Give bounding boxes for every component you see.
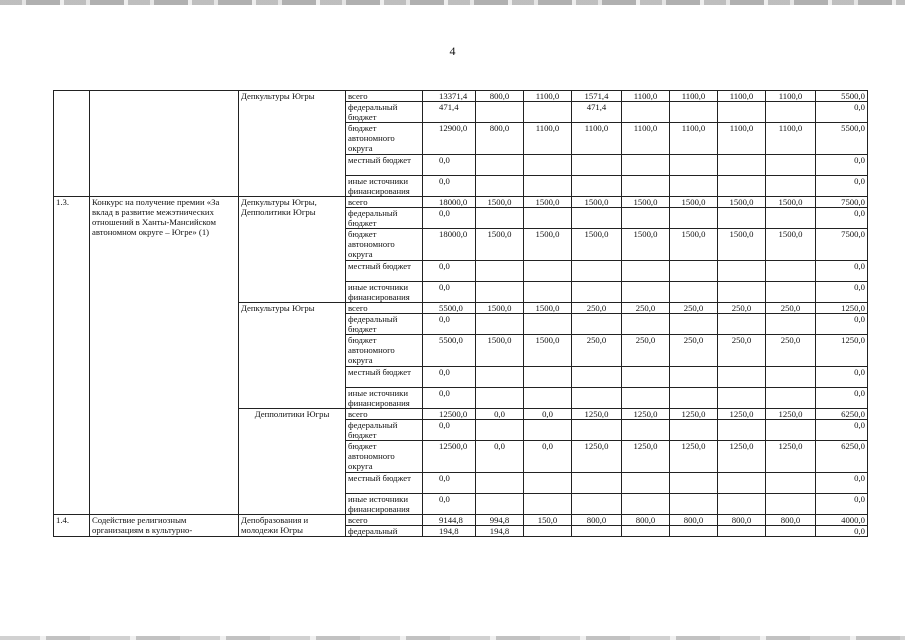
value-cell: 12500,0 [423,409,476,420]
value-cell [718,314,766,335]
value-cell [718,208,766,229]
value-cell: 250,0 [572,335,622,367]
value-cell [622,261,670,282]
value-cell: 5500,0 [423,303,476,314]
funding-source: всего [346,515,423,526]
value-cell [622,155,670,176]
value-cell: 0,0 [816,367,868,388]
value-cell [718,526,766,537]
value-cell [718,494,766,515]
value-cell: 0,0 [423,494,476,515]
value-cell: 1100,0 [718,123,766,155]
value-cell [670,420,718,441]
value-cell [572,282,622,303]
value-cell [766,208,816,229]
funding-source: бюджет автономного округа [346,335,423,367]
table-row [54,197,868,208]
value-cell [572,388,622,409]
value-cell [524,388,572,409]
funding-source: федеральный бюджет [346,314,423,335]
value-cell [476,261,524,282]
value-cell [622,314,670,335]
value-cell: 18000,0 [423,229,476,261]
scan-edge-top [0,0,905,5]
value-cell: 800,0 [572,515,622,526]
value-cell [766,282,816,303]
value-cell [670,473,718,494]
value-cell [766,314,816,335]
value-cell: 800,0 [766,515,816,526]
value-cell [524,473,572,494]
value-cell: 1250,0 [718,441,766,473]
value-cell [766,155,816,176]
value-cell [572,473,622,494]
value-cell: 0,0 [423,176,476,197]
funding-source: местный бюджет [346,155,423,176]
value-cell [718,388,766,409]
value-cell [572,494,622,515]
value-cell: 0,0 [423,388,476,409]
value-cell: 7500,0 [816,197,868,208]
value-cell [718,155,766,176]
value-cell: 0,0 [423,473,476,494]
value-cell: 1250,0 [572,441,622,473]
value-cell: 0,0 [816,208,868,229]
value-cell: 250,0 [622,303,670,314]
value-cell: 0,0 [816,473,868,494]
value-cell: 250,0 [718,335,766,367]
value-cell: 0,0 [816,494,868,515]
value-cell [524,208,572,229]
value-cell [670,314,718,335]
value-cell: 1500,0 [524,303,572,314]
value-cell: 0,0 [816,526,868,537]
value-cell: 5500,0 [816,91,868,102]
value-cell: 5500,0 [423,335,476,367]
value-cell: 1500,0 [572,197,622,208]
value-cell [766,261,816,282]
funding-source: всего [346,303,423,314]
value-cell: 1500,0 [766,229,816,261]
value-cell: 800,0 [622,515,670,526]
item-number [54,91,90,197]
executor-cell: Депкультуры Югры [239,91,346,197]
value-cell: 194,8 [476,526,524,537]
value-cell: 0,0 [423,314,476,335]
value-cell: 1250,0 [622,409,670,420]
value-cell [622,176,670,197]
value-cell: 0,0 [476,409,524,420]
value-cell: 471,4 [423,102,476,123]
funding-source: местный бюджет [346,473,423,494]
value-cell: 0,0 [423,208,476,229]
value-cell [622,473,670,494]
value-cell [524,314,572,335]
value-cell [670,282,718,303]
value-cell: 12900,0 [423,123,476,155]
value-cell: 1500,0 [476,197,524,208]
value-cell [766,526,816,537]
table-row [54,515,868,526]
value-cell [718,102,766,123]
value-cell [670,208,718,229]
value-cell [572,155,622,176]
value-cell: 0,0 [816,314,868,335]
value-cell: 0,0 [423,367,476,388]
value-cell [476,282,524,303]
value-cell [622,420,670,441]
funding-source: бюджет автономного округа [346,123,423,155]
value-cell [766,102,816,123]
value-cell [670,526,718,537]
value-cell: 1100,0 [718,91,766,102]
value-cell: 1250,0 [572,409,622,420]
value-cell: 0,0 [524,409,572,420]
value-cell [766,388,816,409]
value-cell [718,367,766,388]
value-cell: 1500,0 [718,229,766,261]
value-cell: 1100,0 [622,123,670,155]
value-cell: 1250,0 [816,335,868,367]
funding-source: местный бюджет [346,367,423,388]
value-cell: 250,0 [766,335,816,367]
item-name [90,91,239,197]
funding-source: федеральный бюджет [346,208,423,229]
value-cell: 1250,0 [622,441,670,473]
value-cell [524,494,572,515]
value-cell: 1250,0 [766,441,816,473]
funding-source: всего [346,91,423,102]
value-cell: 250,0 [670,335,718,367]
funding-source: бюджет автономного округа [346,441,423,473]
value-cell [670,261,718,282]
value-cell: 0,0 [816,420,868,441]
value-cell [476,314,524,335]
value-cell: 250,0 [766,303,816,314]
value-cell [572,208,622,229]
value-cell: 250,0 [572,303,622,314]
value-cell [622,282,670,303]
value-cell: 0,0 [423,155,476,176]
funding-source: федеральный бюджет [346,420,423,441]
value-cell [766,494,816,515]
funding-source: федеральный бюджет [346,102,423,123]
value-cell: 1500,0 [766,197,816,208]
value-cell [622,102,670,123]
value-cell: 0,0 [816,282,868,303]
funding-source: всего [346,197,423,208]
value-cell: 1100,0 [670,91,718,102]
value-cell [622,367,670,388]
executor-cell: Депполитики Югры [239,409,346,515]
value-cell [572,526,622,537]
value-cell [622,494,670,515]
value-cell: 7500,0 [816,229,868,261]
value-cell: 1500,0 [524,335,572,367]
value-cell: 194,8 [423,526,476,537]
value-cell: 1250,0 [670,409,718,420]
value-cell [718,473,766,494]
page-number: 4 [449,44,456,58]
value-cell [476,176,524,197]
value-cell: 800,0 [476,91,524,102]
value-cell: 250,0 [718,303,766,314]
value-cell [476,388,524,409]
value-cell [524,261,572,282]
item-number: 1.4. [54,515,90,537]
value-cell: 1500,0 [524,229,572,261]
value-cell: 1100,0 [572,123,622,155]
value-cell [766,473,816,494]
value-cell: 800,0 [718,515,766,526]
funding-source: федеральный [346,526,423,537]
funding-source: иные источники финансирования [346,388,423,409]
value-cell: 1250,0 [670,441,718,473]
value-cell [524,420,572,441]
value-cell: 18000,0 [423,197,476,208]
value-cell: 6250,0 [816,409,868,420]
value-cell: 250,0 [670,303,718,314]
value-cell: 1500,0 [718,197,766,208]
value-cell: 0,0 [816,155,868,176]
value-cell: 1250,0 [718,409,766,420]
funding-source: бюджет автономного округа [346,229,423,261]
value-cell: 1500,0 [622,229,670,261]
value-cell: 0,0 [816,176,868,197]
value-cell: 1571,4 [572,91,622,102]
value-cell [670,102,718,123]
value-cell: 1500,0 [476,335,524,367]
value-cell: 1100,0 [524,91,572,102]
value-cell [524,102,572,123]
value-cell: 5500,0 [816,123,868,155]
funding-source: иные источники финансирования [346,176,423,197]
value-cell [476,473,524,494]
value-cell: 1100,0 [670,123,718,155]
value-cell: 4000,0 [816,515,868,526]
value-cell: 1100,0 [766,91,816,102]
item-name: Конкурс на получение премии «За вклад в развитие межэтнических отношений в Ханты-Мансийском автономном округе – Югре» (1) [90,197,239,515]
value-cell: 1100,0 [524,123,572,155]
value-cell [524,176,572,197]
scan-edge-bottom [0,636,905,640]
funding-source: всего [346,409,423,420]
value-cell: 1500,0 [622,197,670,208]
value-cell: 1250,0 [766,409,816,420]
value-cell: 1100,0 [622,91,670,102]
value-cell: 6250,0 [816,441,868,473]
value-cell: 250,0 [622,335,670,367]
value-cell [622,526,670,537]
value-cell [718,261,766,282]
item-name: Содействие религиозным организациям в культурно- [90,515,239,537]
value-cell: 0,0 [524,441,572,473]
value-cell: 0,0 [423,261,476,282]
value-cell [670,176,718,197]
value-cell [476,367,524,388]
value-cell: 12500,0 [423,441,476,473]
value-cell: 1500,0 [670,197,718,208]
value-cell [670,494,718,515]
value-cell [572,314,622,335]
value-cell [524,367,572,388]
value-cell [622,208,670,229]
funding-source: иные источники финансирования [346,282,423,303]
value-cell [524,282,572,303]
value-cell: 9144,8 [423,515,476,526]
value-cell: 0,0 [816,261,868,282]
value-cell: 1500,0 [476,229,524,261]
value-cell [622,388,670,409]
value-cell: 13371,4 [423,91,476,102]
value-cell [572,367,622,388]
value-cell [718,176,766,197]
value-cell [670,367,718,388]
value-cell [476,208,524,229]
value-cell [524,526,572,537]
budget-table [53,90,868,537]
funding-source: местный бюджет [346,261,423,282]
value-cell [572,261,622,282]
value-cell: 150,0 [524,515,572,526]
value-cell [670,155,718,176]
value-cell [766,367,816,388]
value-cell: 1500,0 [670,229,718,261]
value-cell [572,176,622,197]
executor-cell: Депкультуры Югры, Депполитики Югры [239,197,346,303]
value-cell: 1100,0 [766,123,816,155]
value-cell: 994,8 [476,515,524,526]
value-cell [718,420,766,441]
value-cell [572,420,622,441]
value-cell: 1250,0 [816,303,868,314]
value-cell: 800,0 [476,123,524,155]
value-cell [670,388,718,409]
value-cell [476,494,524,515]
value-cell: 1500,0 [524,197,572,208]
value-cell [476,155,524,176]
value-cell [524,155,572,176]
value-cell: 0,0 [423,420,476,441]
value-cell: 1500,0 [476,303,524,314]
value-cell [766,420,816,441]
executor-cell: Депкультуры Югры [239,303,346,409]
value-cell: 471,4 [572,102,622,123]
value-cell: 0,0 [816,388,868,409]
value-cell: 0,0 [816,102,868,123]
item-number: 1.3. [54,197,90,515]
value-cell [766,176,816,197]
value-cell: 0,0 [476,441,524,473]
table-row [54,91,868,102]
value-cell: 1500,0 [572,229,622,261]
value-cell [476,102,524,123]
executor-cell: Депобразования и молодежи Югры [239,515,346,537]
funding-source: иные источники финансирования [346,494,423,515]
value-cell [476,420,524,441]
value-cell [718,282,766,303]
value-cell: 0,0 [423,282,476,303]
value-cell: 800,0 [670,515,718,526]
